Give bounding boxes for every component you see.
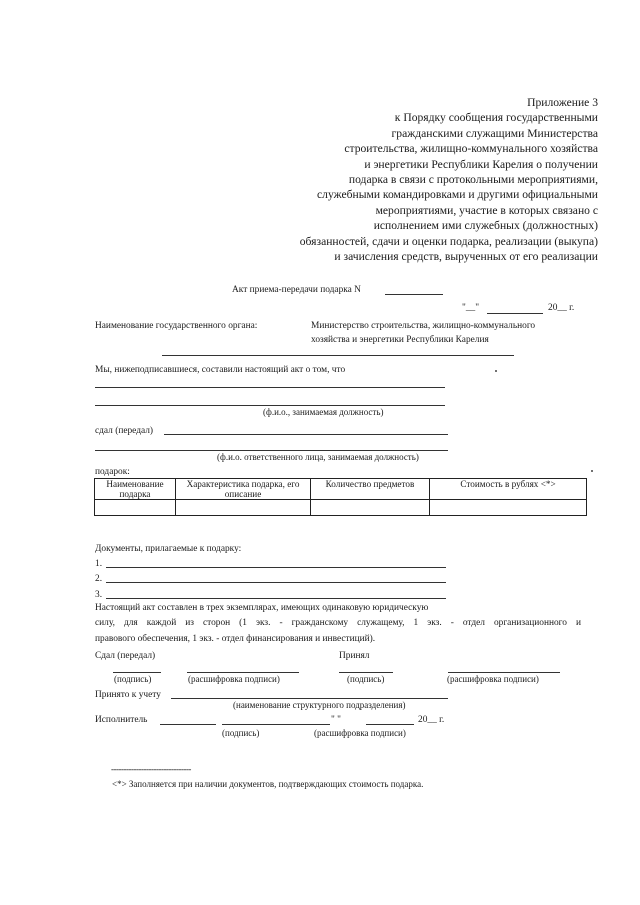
accounted-label: Принято к учету bbox=[95, 690, 161, 700]
signature-caption: (подпись) bbox=[114, 674, 152, 684]
gift-table bbox=[94, 478, 587, 516]
footnote-separator: -------------------------------- bbox=[111, 764, 191, 774]
appendix-header bbox=[300, 95, 598, 264]
table-cell[interactable] bbox=[176, 500, 311, 516]
org-label: Наименование государственного органа: bbox=[95, 321, 258, 331]
fio-responsible-caption: (ф.и.о. ответственного лица, занимаемая должность) bbox=[217, 452, 419, 462]
appendix-line: подарка в связи с протокольными мероприятиями, bbox=[348, 173, 598, 187]
document-item-field[interactable] bbox=[106, 598, 446, 599]
executor-signature-field[interactable] bbox=[160, 724, 216, 725]
signature-decoding-field[interactable] bbox=[448, 672, 560, 673]
column-header: Количество предметов bbox=[311, 479, 430, 500]
documents-label: Документы, прилагаемые к подарку: bbox=[95, 544, 242, 554]
signature-caption: (подпись) bbox=[222, 728, 260, 738]
appendix-line: к Порядку сообщения государственными bbox=[394, 111, 598, 125]
copies-text: правового обеспечения, 1 экз. - отдел финансирования и инвестиций). bbox=[95, 634, 376, 644]
document-item-field[interactable] bbox=[106, 567, 446, 568]
handed-over-field[interactable] bbox=[95, 450, 448, 451]
executor-date-month-field[interactable] bbox=[366, 724, 414, 725]
org-value: Министерство строительства, жилищно-коммунального bbox=[311, 321, 536, 331]
signature-decoding-field[interactable] bbox=[187, 672, 299, 673]
scan-speck bbox=[591, 470, 593, 472]
handed-over-label: сдал (передал) bbox=[95, 426, 154, 436]
appendix-line: и зачисления средств, вырученных от его реализации bbox=[334, 250, 598, 264]
date-month-field[interactable] bbox=[487, 313, 543, 314]
document-item-number: 2. bbox=[95, 574, 103, 584]
signature-decoding-caption: (расшифровка подписи) bbox=[447, 674, 539, 684]
document-item-field[interactable] bbox=[106, 582, 446, 583]
table-cell[interactable] bbox=[95, 500, 176, 516]
statement-field[interactable] bbox=[95, 387, 445, 388]
date-year: 20__ г. bbox=[548, 303, 575, 313]
gift-label: подарок: bbox=[95, 467, 130, 477]
date-day: "__" bbox=[462, 303, 480, 313]
appendix-line: гражданскими служащими Министерства bbox=[391, 126, 598, 140]
appendix-line: обязанностей, сдачи и оценки подарка, реализации (выкупа) bbox=[299, 234, 598, 248]
signature-caption: (подпись) bbox=[347, 674, 385, 684]
signature-decoding-caption: (расшифровка подписи) bbox=[314, 728, 406, 738]
accepted-label: Принял bbox=[339, 651, 370, 661]
appendix-line: и энергетики Республики Карелия о получении bbox=[364, 157, 598, 171]
org-value: хозяйства и энергетики Республики Карелия bbox=[311, 335, 489, 345]
column-header: Характеристика подарка, его описание bbox=[176, 479, 311, 500]
org-underline bbox=[162, 355, 514, 356]
executor-label: Исполнитель bbox=[95, 715, 148, 725]
footnote-text: <*> Заполняется при наличии документов, подтверждающих стоимость подарка. bbox=[112, 779, 424, 789]
handed-over-signature-label: Сдал (передал) bbox=[95, 651, 156, 661]
statement-field[interactable] bbox=[95, 405, 445, 406]
scan-speck bbox=[495, 370, 497, 372]
appendix-line: служебными командировками и другими официальными bbox=[317, 188, 598, 202]
signature-field[interactable] bbox=[113, 672, 161, 673]
column-header: Наименование подарка bbox=[95, 479, 176, 500]
act-number-field[interactable] bbox=[385, 294, 443, 295]
executor-date-day: " " bbox=[331, 715, 341, 725]
table-cell[interactable] bbox=[311, 500, 430, 516]
copies-text: силу, для каждой из сторон (1 экз. - гражданскому служащему, 1 экз. - отдел организационного и bbox=[95, 618, 581, 628]
signature-field[interactable] bbox=[339, 672, 393, 673]
table-cell[interactable] bbox=[430, 500, 587, 516]
copies-text: Настоящий акт составлен в трех экземплярах, имеющих одинаковую юридическую bbox=[95, 603, 429, 613]
table-row bbox=[95, 500, 587, 516]
table-header-row bbox=[95, 479, 587, 500]
document-item-number: 3. bbox=[95, 590, 103, 600]
handed-over-field[interactable] bbox=[164, 434, 448, 435]
accounted-field[interactable] bbox=[171, 698, 448, 699]
fio-caption: (ф.и.о., занимаемая должность) bbox=[263, 407, 384, 417]
appendix-line: мероприятиями, участие в которых связано с bbox=[375, 203, 598, 217]
executor-decoding-field[interactable] bbox=[222, 724, 330, 725]
appendix-line: строительства, жилищно-коммунального хозяйства bbox=[344, 142, 598, 156]
appendix-title: Приложение 3 bbox=[527, 96, 598, 109]
executor-date-year: 20__ г. bbox=[418, 715, 445, 725]
appendix-line: исполнением ими служебных (должностных) bbox=[373, 219, 598, 233]
act-title: Акт приема-передачи подарка N bbox=[232, 285, 361, 295]
signature-decoding-caption: (расшифровка подписи) bbox=[188, 674, 280, 684]
statement: Мы, нижеподписавшиеся, составили настоящий акт о том, что bbox=[95, 365, 346, 375]
column-header: Стоимость в рублях <*> bbox=[430, 479, 587, 500]
division-caption: (наименование структурного подразделения) bbox=[233, 700, 406, 710]
document-item-number: 1. bbox=[95, 559, 103, 569]
